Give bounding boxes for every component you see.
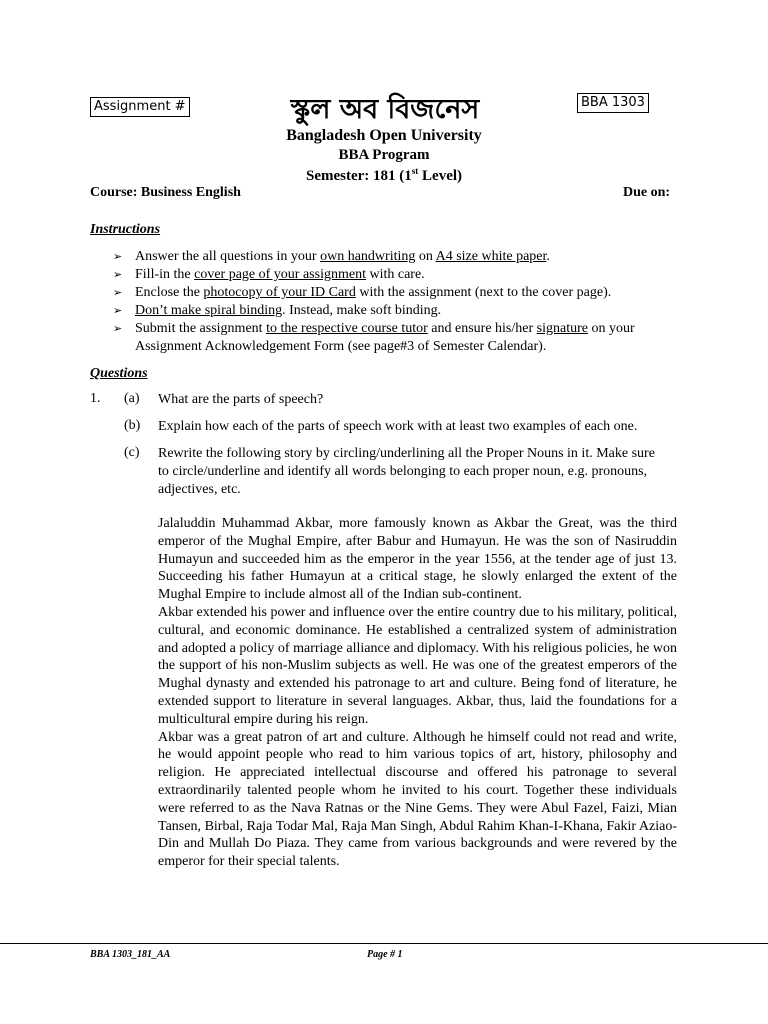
assignment-number-box: Assignment # xyxy=(90,97,190,117)
question-c-text: Rewrite the following story by circling/underlining all the Proper Nouns in it. Make sure to circle/underline and identify all words belonging to each proper noun, e.g. pronouns, adjectives, etc. xyxy=(158,446,655,497)
arrow-bullet-icon: ➢ xyxy=(113,250,123,263)
program-name: BBA Program xyxy=(338,147,430,163)
instruction-underlined: own handwriting xyxy=(320,249,416,264)
question-a-label: (a) xyxy=(124,391,140,406)
instructions-list xyxy=(113,248,683,356)
instruction-underlined: signature xyxy=(536,321,588,336)
instruction-underlined: A4 size white paper xyxy=(435,249,547,264)
story-paragraph-2: Akbar extended his power and influence over the entire country due to his military, political, cultural, and economic dominance. He established a centralized system of administration and adopted a policy of marriage alliance and diplomacy. With his religious policies, he won the support of his non-Muslim subjects as well. He was one of the greatest emperors of the Mughal dynasty and extended his patronage to art and culture. Being fond of literature, he extended support to literature in several languages. Akbar, thus, laid the foundations for a multicultural empire during his reign. xyxy=(158,604,677,727)
story-paragraph-1: Jalaluddin Muhammad Akbar, more famously known as Akbar the Great, was the third emperor of the Mughal Empire, after Babur and Humayun. He was the son of Nasiruddin Humayun and succeeded him as the emperor in the year 1556, at the tender age of just 13. Succeeding his father Humayun at a critical stage, he slowly enlarged the extent of the Mughal Empire to include almost all of the Indian sub-continent. xyxy=(158,516,677,603)
footer-divider xyxy=(0,943,768,944)
instructions-heading: Instructions xyxy=(90,222,161,237)
question-a-text: What are the parts of speech? xyxy=(158,392,324,407)
footer-page-number: Page # 1 xyxy=(367,949,403,960)
instruction-item-1 xyxy=(113,248,683,266)
arrow-bullet-icon: ➢ xyxy=(113,322,123,335)
semester-suffix: Level) xyxy=(418,168,463,184)
instruction-underlined: photocopy of your ID Card xyxy=(203,285,356,300)
instruction-underlined: Don’t make spiral binding xyxy=(135,303,283,318)
instruction-text: Fill-in the xyxy=(135,267,195,282)
instruction-item-3 xyxy=(113,284,683,302)
instruction-text: Enclose the xyxy=(135,285,204,300)
semester-prefix: Semester: 181 (1 xyxy=(305,168,412,184)
question-b-text: Explain how each of the parts of speech work with at least two examples of each one. xyxy=(158,419,638,434)
instruction-underlined: cover page of your assignment xyxy=(194,267,366,282)
instruction-text: on xyxy=(415,249,436,264)
course-title: Course: Business English xyxy=(90,185,241,200)
footer-document-code: BBA 1303_181_AA xyxy=(90,949,171,960)
school-of-business-logo: স্কুল অব বিজনেস xyxy=(290,94,480,125)
semester-superscript: st xyxy=(411,166,419,176)
semester-line xyxy=(200,166,568,185)
arrow-bullet-icon: ➢ xyxy=(113,304,123,317)
instruction-text: Submit the assignment xyxy=(135,321,267,336)
due-date-label: Due on: xyxy=(623,185,671,200)
question-b-label: (b) xyxy=(124,418,141,433)
instruction-text: . Instead, make soft binding. xyxy=(282,303,442,318)
question-number: 1. xyxy=(90,391,101,406)
instruction-item-2 xyxy=(113,266,683,284)
story-paragraph-3: Akbar was a great patron of art and culture. Although he himself could not read and write, he would appoint people who read to him various topics of art, history, philosophy and religion. He appreciated intellectual discourse and offered his patronage to several extraordinarily talented people whom he invited to his court. Together these individuals were referred to as the Nava Ratnas or the Nine Gems. They were Abul Fazel, Faizi, Mian Tansen, Birbal, Raja Todar Mal, Raja Man Singh, Abdul Rahim Khan-I-Khana, Fakir Aziao-Din and Mullah Do Piaza. They came from various backgrounds and were revered by the emperor for their special talents. xyxy=(158,729,677,870)
arrow-bullet-icon: ➢ xyxy=(113,286,123,299)
instruction-item-4 xyxy=(113,302,683,320)
instruction-item-5 xyxy=(113,320,683,356)
akbar-story xyxy=(158,515,677,871)
instruction-text: . xyxy=(546,249,550,264)
instruction-underlined: to the respective course tutor xyxy=(266,321,428,336)
questions-heading: Questions xyxy=(90,366,148,381)
question-c-label: (c) xyxy=(124,445,140,460)
arrow-bullet-icon: ➢ xyxy=(113,268,123,281)
course-code-box: BBA 1303 xyxy=(577,93,649,113)
instruction-text: with care. xyxy=(365,267,425,282)
instruction-text: on your Assignment Acknowledgement Form (see page#3 of Semester Calendar). xyxy=(135,321,635,354)
instruction-text: with the assignment (next to the cover page). xyxy=(355,285,612,300)
instruction-text: and ensure his/her xyxy=(427,321,537,336)
university-name: Bangladesh Open University xyxy=(286,127,482,144)
instruction-text: Answer the all questions in your xyxy=(135,249,321,264)
